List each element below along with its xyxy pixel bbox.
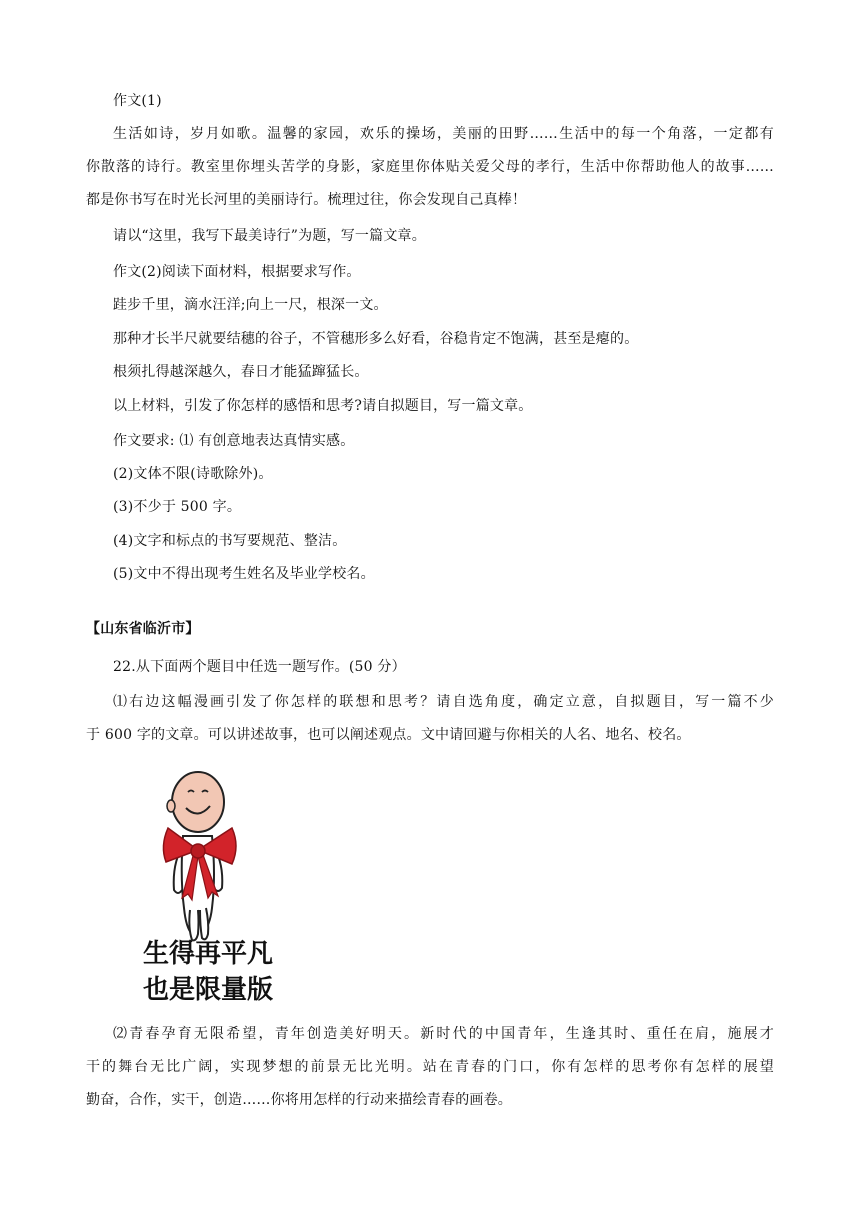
- question-22-title: 22.从下面两个题目中任选一题写作。(50 分）: [113, 659, 406, 675]
- material-line: 那种才长半尺就要结穗的谷子，不管穗形多么好看，谷稳肯定不饱满，甚至是瘪的。: [113, 331, 639, 347]
- ear: [167, 800, 175, 812]
- option-1-line: 于 600 字的文章。可以讲述故事，也可以阐述观点。文中请回避与你相关的人名、地名、校名。: [86, 727, 691, 743]
- requirement-item: (4)文字和标点的书写要规范、整洁。: [113, 533, 347, 549]
- requirement-item: 作文要求: ⑴ 有创意地表达真情实感。: [113, 433, 355, 449]
- cartoon-caption-line1: 生得再平凡: [142, 939, 274, 969]
- essay1-paragraph-line: 都是你书写在时光长河里的美丽诗行。梳理过往，你会发现自己真棒！: [86, 192, 527, 208]
- material-line: 根须扎得越深越久，春日才能猛蹿猛长。: [113, 364, 369, 380]
- requirement-item: (5)文中不得出现考生姓名及毕业学校名。: [113, 566, 375, 582]
- requirement-item: (3)不少于 500 字。: [113, 499, 242, 515]
- option-1-line: ⑴右边这幅漫画引发了你怎样的联想和思考？请自选角度，确定立意，自拟题目，写一篇不少: [113, 694, 774, 710]
- option-2-line: ⑵青春孕育无限希望，青年创造美好明天。新时代的中国青年，生逢其时、重任在肩，施展才: [113, 1026, 774, 1042]
- leg-left: [189, 910, 198, 940]
- option-2-line: 干的舞台无比广阔，实现梦想的前景无比光明。站在青春的门口，你有怎样的思考你有怎样的展望: [86, 1059, 774, 1075]
- cartoon-caption-line2: 也是限量版: [142, 975, 274, 1005]
- essay1-prompt: 请以“这里，我写下最美诗行”为题，写一篇文章。: [113, 228, 426, 244]
- head: [172, 772, 224, 832]
- essay2-heading: 作文(2)阅读下面材料，根据要求写作。: [113, 264, 361, 280]
- bow-knot: [191, 844, 205, 858]
- section-heading-linyi: 【山东省临沂市】: [86, 621, 200, 637]
- essay2-prompt: 以上材料，引发了你怎样的感悟和思考?请自拟题目，写一篇文章。: [113, 398, 533, 414]
- essay1-paragraph-line: 你散落的诗行。教室里你埋头苦学的身影，家庭里你体贴关爱父母的孝行，生活中你帮助他人的故事……: [86, 159, 774, 175]
- cartoon-illustration: [128, 758, 288, 1010]
- option-2-line: 勤奋，合作，实干，创造……你将用怎样的行动来描绘青春的画卷。: [86, 1092, 512, 1108]
- material-line: 跬步千里，滴水汪洋;向上一尺，根深一文。: [113, 297, 388, 313]
- essay1-heading: 作文(1): [113, 93, 162, 109]
- leg-right: [200, 908, 208, 939]
- essay1-paragraph-line: 生活如诗，岁月如歌。温馨的家园，欢乐的操场，美丽的田野……生活中的每一个角落，一定都有: [113, 126, 774, 142]
- requirement-item: (2)文体不限(诗歌除外)。: [113, 466, 273, 482]
